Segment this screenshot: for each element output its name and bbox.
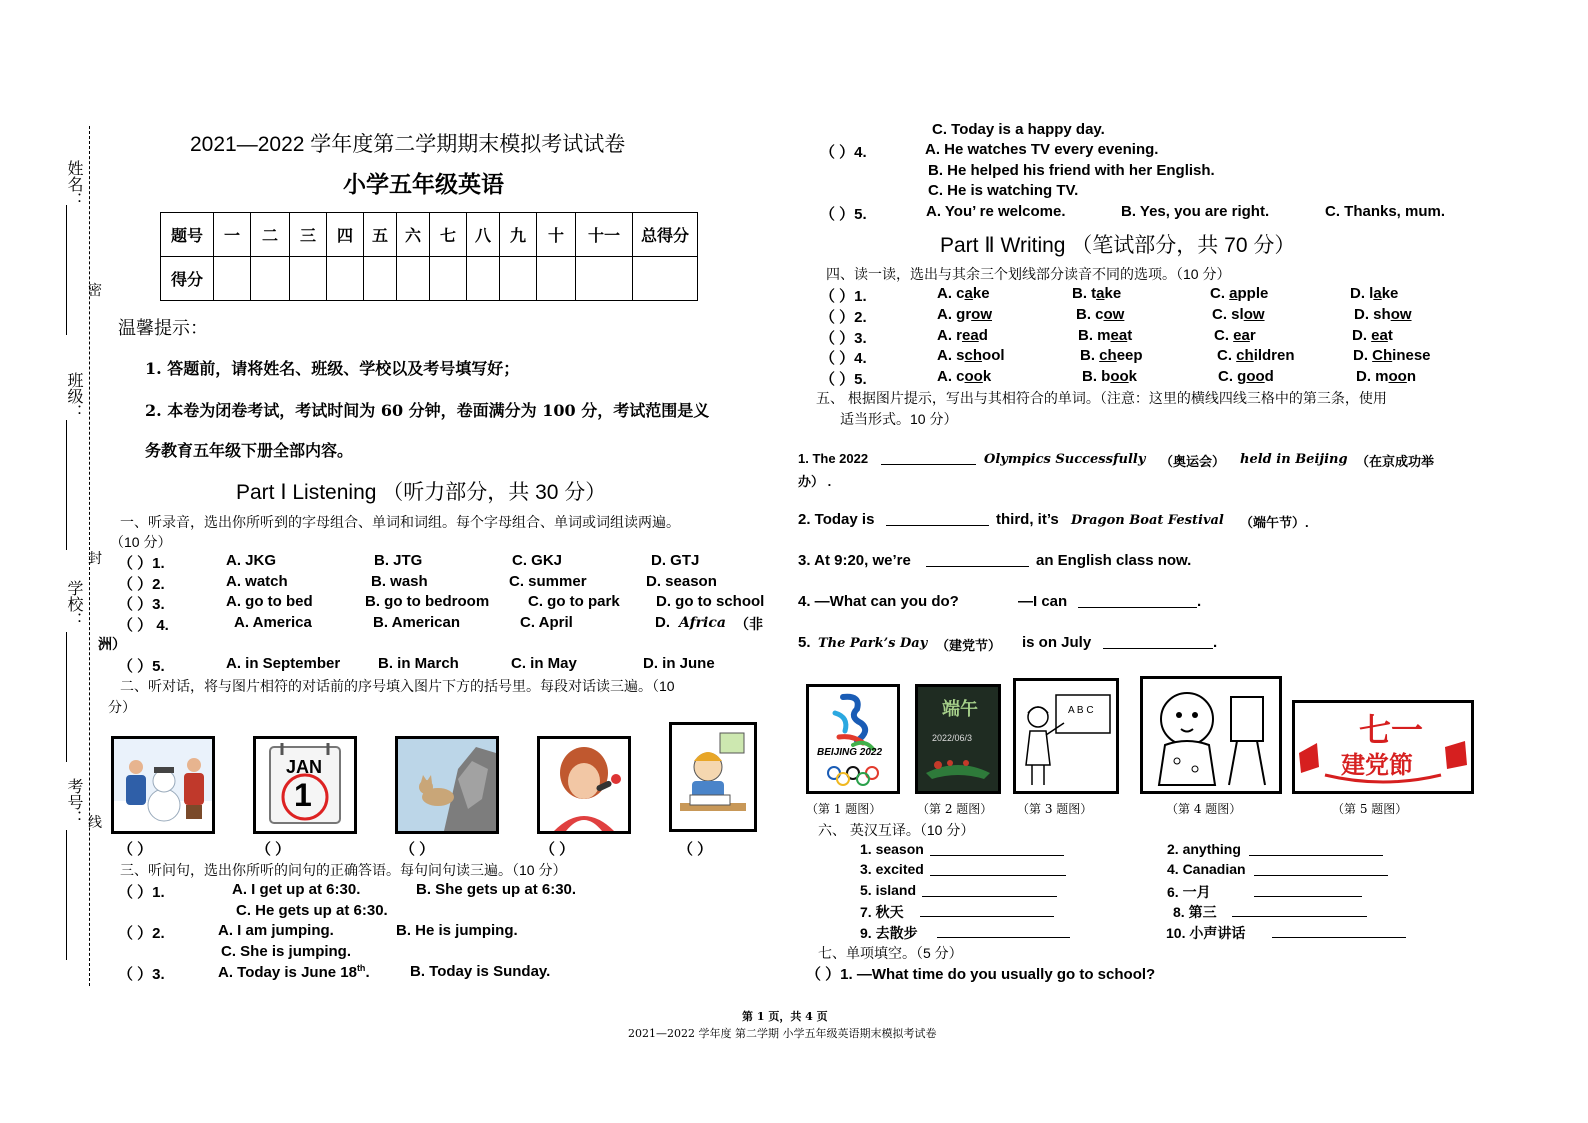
s5-q1-italic: Olympics Successfully	[984, 452, 1146, 467]
s3-q1-option-a: A. I get up at 6:30.	[232, 881, 361, 898]
s6-item-7-label: 7. 秋天	[860, 904, 904, 920]
s1-q4-option-d-cn: （非	[735, 616, 763, 632]
score-cell: 总得分	[633, 213, 698, 257]
picture-caption-1: （第 1 题图）	[806, 802, 882, 816]
part1-title: Part Ⅰ Listening （听力部分，共 30 分）	[236, 481, 607, 504]
s4-q2-option-a: A. grow	[937, 306, 993, 323]
s4-q5-option-d: D. moon	[1356, 368, 1417, 385]
s4-q1-option-b: B. take	[1072, 285, 1122, 302]
section2-heading: 二、听对话，将与图片相符的对话前的序号填入图片下方的括号里。每段对话读三遍。（10	[120, 678, 675, 694]
picture-answer-paren-2[interactable]: （ ）	[256, 841, 291, 858]
s5-q3-blank[interactable]	[926, 554, 1029, 567]
picture-climbing-cat	[395, 736, 499, 834]
s6-item-3-label: 3. excited	[860, 861, 924, 877]
class-field[interactable]	[66, 420, 68, 550]
score-input[interactable]	[251, 257, 290, 301]
s5-q2-mid: third, it’s	[996, 511, 1059, 528]
s5-q1-cn-3: 办） .	[798, 474, 832, 489]
s5-q3-prefix: 3. At 9:20, we’re	[798, 552, 911, 569]
s5-q4-prefix: 4. —What can you do?	[798, 593, 959, 610]
s4-q4-option-c: C. children	[1217, 347, 1295, 364]
score-cell: 九	[500, 213, 537, 257]
score-cell: 四	[327, 213, 364, 257]
footer-line: 2021—2022 学年度 第二学期 小学五年级英语期末模拟考试卷	[628, 1027, 937, 1040]
s1-q5-option-d: D. in June	[643, 655, 715, 672]
s1-q1-option-a: A. JKG	[226, 552, 277, 569]
s3-q3-number[interactable]: （ ）3.	[118, 966, 165, 983]
s4-q5-option-c: C. good	[1218, 368, 1274, 385]
s5-q5-post: .	[1213, 634, 1218, 651]
s6-item-9-blank[interactable]	[937, 925, 1070, 938]
score-input[interactable]	[397, 257, 430, 301]
s1-q2-option-c: C. summer	[509, 573, 587, 590]
s1-q4-option-c: C. April	[520, 614, 573, 631]
section5-heading: 五、 根据图片提示，写出与其相符合的单词。（注意：这里的横线四线三格中的第三条，使用	[816, 390, 1387, 406]
s1-q5-option-c: C. in May	[511, 655, 577, 672]
s3-q1-option-b: B. She gets up at 6:30.	[416, 881, 577, 898]
exam-subtitle: 小学五年级英语	[343, 171, 504, 197]
picture-caption-2: （第 2 题图）	[917, 802, 993, 816]
s1-q1-option-b: B. JTG	[374, 552, 423, 569]
s4-q2-number[interactable]: （ ）2.	[820, 309, 867, 326]
score-cell: 八	[467, 213, 500, 257]
s4-q1-option-d: D. lake	[1350, 285, 1399, 302]
beijing-2022-text: BEIJING 2022	[817, 747, 883, 758]
s3-q5-option-b: B. Yes, you are right.	[1121, 203, 1270, 220]
score-input[interactable]	[214, 257, 251, 301]
s3-q2-option-b: B. He is jumping.	[396, 922, 518, 939]
s3-q4-option-b: B. He helped his friend with her English.	[928, 162, 1215, 179]
picture-party-day	[1292, 700, 1474, 794]
s3-q4-option-c: C. He is watching TV.	[928, 182, 1079, 199]
s3-q3-option-b: B. Today is Sunday.	[410, 963, 551, 980]
s1-q4-option-d-letter: D.	[655, 614, 670, 631]
s4-q2-option-c: C. slow	[1212, 306, 1265, 323]
s5-q2-italic: Dragon Boat Festival	[1071, 513, 1224, 528]
s3-q4-option-a: A. He watches TV every evening.	[925, 141, 1159, 158]
s6-item-4-label: 4. Canadian	[1167, 861, 1246, 877]
picture-girl-singing	[537, 736, 631, 834]
tip-item-1: 1. 答题前，请将姓名、班级、学校以及考号填写好；	[145, 359, 520, 378]
s3-q3-option-c: C. Today is a happy day.	[932, 121, 1105, 138]
tip-item-2: 2. 本卷为闭卷考试，考试时间为 60 分钟，卷面满分为 100 分，考试范围是义	[145, 401, 710, 420]
s1-q5-option-a: A. in September	[226, 655, 341, 672]
party-day-line2: 建党節	[1341, 750, 1413, 779]
s4-q3-option-d: D. eat	[1352, 327, 1393, 344]
s1-q2-option-a: A. watch	[226, 573, 288, 590]
s5-q4-post: .	[1197, 593, 1202, 610]
score-cell: 一	[214, 213, 251, 257]
s1-q2-number[interactable]: （ ）2.	[118, 576, 165, 593]
picture-caption-5: （第 5 题图）	[1332, 802, 1408, 816]
s4-q2-option-b: B. cow	[1076, 306, 1125, 323]
s1-q2-option-b: B. wash	[371, 573, 428, 590]
picture-answer-paren-5[interactable]: （ ）	[678, 841, 713, 858]
picture-boy-reading	[669, 722, 757, 832]
s3-q3-option-a: A. Today is June 18th.	[218, 963, 370, 981]
section1-heading: 一、听录音，选出你所听到的字母组合、单词和词组。每个字母组合、单词或词组读两遍。	[120, 514, 680, 530]
s4-q1-option-a: A. cake	[937, 285, 990, 302]
score-cell: 二	[251, 213, 290, 257]
score-cell: 十	[537, 213, 576, 257]
s6-item-8-label: 8. 第三	[1173, 904, 1217, 920]
s5-q5-mid: is on July	[1022, 634, 1092, 651]
s6-item-6-blank[interactable]	[1254, 884, 1362, 897]
s5-q1-prefix: 1. The 2022	[798, 451, 869, 466]
score-table-header-row	[161, 213, 698, 257]
school-label: 学校：	[65, 580, 82, 628]
s1-q5-option-b: B. in March	[378, 655, 459, 672]
s6-item-9-label: 9. 去散步	[860, 925, 918, 941]
s5-q5-italic: The Park’s Day	[818, 636, 928, 651]
s4-q3-option-b: B. meat	[1078, 327, 1133, 344]
s3-q2-option-c: C. She is jumping.	[221, 943, 352, 960]
calendar-month: JAN	[286, 757, 323, 777]
part2-title: Part Ⅱ Writing （笔试部分，共 70 分）	[940, 234, 1296, 257]
s3-q4-number[interactable]: （ ）4.	[820, 144, 867, 161]
s3-q2-number[interactable]: （ ）2.	[118, 925, 165, 942]
score-cell: 六	[397, 213, 430, 257]
score-input[interactable]	[327, 257, 364, 301]
score-input[interactable]	[576, 257, 633, 301]
s6-item-5-label: 5. island	[860, 882, 917, 898]
picture-girl-painting	[1140, 676, 1282, 794]
s5-q5-blank[interactable]	[1103, 636, 1213, 649]
exam-no-label: 考号：	[65, 778, 82, 826]
s6-item-2-blank[interactable]	[1249, 843, 1383, 856]
score-cell: 七	[430, 213, 467, 257]
seal-char-2: 封	[88, 550, 102, 566]
score-cell: 十一	[576, 213, 633, 257]
s3-q5-option-a: A. You’ re welcome.	[926, 203, 1066, 220]
s4-q2-option-d: D. show	[1354, 306, 1412, 323]
dragon-boat-text: 端午	[942, 699, 978, 719]
s4-q4-option-b: B. cheep	[1080, 347, 1143, 364]
s1-q3-option-a: A. go to bed	[226, 593, 313, 610]
name-field[interactable]	[66, 205, 68, 335]
s6-item-10-label: 10. 小声讲话	[1166, 925, 1246, 941]
score-input[interactable]	[364, 257, 397, 301]
s1-q4-number[interactable]: （ ） 4.	[118, 617, 169, 634]
s3-q1-option-c: C. He gets up at 6:30.	[236, 902, 388, 919]
s5-q4-mid: —I can	[1018, 593, 1068, 610]
s4-q5-option-a: A. cook	[937, 368, 992, 385]
s6-item-10-blank[interactable]	[1272, 925, 1406, 938]
party-day-line1: 七一	[1359, 711, 1424, 749]
s4-q5-option-b: B. book	[1082, 368, 1138, 385]
s4-q3-number[interactable]: （ ）3.	[820, 330, 867, 347]
s5-q1-blank[interactable]	[881, 452, 976, 465]
s6-item-7-blank[interactable]	[920, 904, 1054, 917]
s6-item-1-label: 1. season	[860, 841, 924, 857]
score-input[interactable]	[467, 257, 500, 301]
calendar-day: 1	[294, 777, 312, 813]
s6-item-4-blank[interactable]	[1254, 863, 1388, 876]
school-field[interactable]	[66, 632, 68, 762]
dragon-boat-date: 2022/06/3	[932, 733, 973, 743]
s1-q2-option-d: D. season	[646, 573, 717, 590]
tips-heading: 温馨提示：	[118, 318, 208, 339]
section5-heading-cont: 适当形式。10 分）	[840, 411, 958, 427]
s4-q5-number[interactable]: （ ）5.	[820, 371, 867, 388]
score-table-score-row	[161, 257, 698, 301]
score-input[interactable]	[430, 257, 467, 301]
picture-answer-paren-4[interactable]: （ ）	[540, 841, 575, 858]
score-input[interactable]	[500, 257, 537, 301]
score-input[interactable]	[537, 257, 576, 301]
name-label: 姓名：	[65, 160, 82, 208]
s3-q5-option-c: C. Thanks, mum.	[1325, 203, 1446, 220]
seal-char-1: 密	[88, 282, 102, 298]
s4-q4-number[interactable]: （ ）4.	[820, 350, 867, 367]
score-table	[160, 212, 698, 301]
picture-caption-3: （第 3 题图）	[1017, 802, 1093, 816]
s6-item-5-blank[interactable]	[922, 884, 1057, 897]
s5-q2-blank[interactable]	[886, 513, 989, 526]
score-cell: 五	[364, 213, 397, 257]
picture-snowman	[111, 736, 215, 834]
s7-q1[interactable]: （ ）1. —What time do you usually go to school?	[806, 966, 1156, 983]
s4-q1-number[interactable]: （ ）1.	[820, 288, 867, 305]
s4-q1-option-c: C. apple	[1210, 285, 1269, 302]
s6-item-6-label: 6. 一月	[1167, 884, 1211, 900]
tip-item-2-cont: 务教育五年级下册全部内容。	[145, 441, 354, 460]
score-input[interactable]	[633, 257, 698, 301]
s4-q3-option-a: A. read	[937, 327, 988, 344]
section1-points: （10 分）	[110, 534, 172, 550]
s5-q5-cn: （建党节）	[936, 638, 1002, 653]
picture-teacher-abc	[1013, 678, 1119, 794]
exam-no-field[interactable]	[66, 830, 68, 960]
class-label: 班级：	[65, 372, 82, 420]
s1-q3-number[interactable]: （ ）3.	[118, 596, 165, 613]
picture-answer-paren-3[interactable]: （ ）	[400, 841, 435, 858]
s1-q1-option-c: C. GKJ	[512, 552, 563, 569]
s4-q3-option-c: C. ear	[1214, 327, 1256, 344]
s3-q2-option-a: A. I am jumping.	[218, 922, 334, 939]
s1-q3-option-b: B. go to bedroom	[365, 593, 490, 610]
s6-item-2-label: 2. anything	[1167, 841, 1241, 857]
s6-item-1-blank[interactable]	[930, 843, 1064, 856]
s1-q3-option-c: C. go to park	[528, 593, 620, 610]
picture-calendar	[253, 736, 357, 834]
s5-q4-blank[interactable]	[1078, 595, 1197, 608]
teacher-board-text: A B C	[1068, 705, 1094, 716]
page-number: 第 1 页，共 4 页	[742, 1010, 828, 1023]
section7-heading: 七、单项填空。（5 分）	[818, 945, 963, 961]
section3-heading: 三、听问句，选出你所听的问句的正确答语。每句问句读三遍。（10 分）	[120, 862, 567, 878]
seal-char-3: 线	[88, 814, 102, 830]
s6-item-8-blank[interactable]	[1232, 904, 1367, 917]
picture-beijing-2022	[806, 684, 900, 794]
score-cell: 三	[290, 213, 327, 257]
s1-q4-option-d-cn-cont: 洲）	[98, 636, 126, 652]
s1-q1-number[interactable]: （ ）1.	[118, 555, 165, 572]
s4-q4-option-d: D. Chinese	[1353, 347, 1431, 364]
s1-q4-option-d-word: Africa	[679, 615, 726, 631]
s5-q2-prefix: 2. Today is	[798, 511, 875, 528]
exam-title: 2021—2022 学年度第二学期期末模拟考试试卷	[190, 133, 626, 156]
s1-q1-option-d: D. GTJ	[651, 552, 700, 569]
score-cell: 得分	[161, 257, 214, 301]
s5-q1-cn-2: （在京成功举	[1356, 454, 1435, 469]
s3-q5-number[interactable]: （ ）5.	[820, 206, 867, 223]
s5-q1-cn: （奥运会）	[1160, 454, 1226, 469]
s6-item-3-blank[interactable]	[930, 863, 1066, 876]
s1-q4-option-b: B. American	[373, 614, 460, 631]
score-cell: 题号	[161, 213, 214, 257]
s1-q5-number[interactable]: （ ）5.	[118, 658, 165, 675]
s4-q4-option-a: A. school	[937, 347, 1005, 364]
s3-q1-number[interactable]: （ ）1.	[118, 884, 165, 901]
s5-q1-italic-2: held in Beijing	[1240, 452, 1348, 467]
section4-heading: 四、读一读，选出与其余三个划线部分读音不同的选项。（10 分）	[826, 266, 1231, 282]
section2-points: 分）	[108, 699, 136, 715]
s5-q2-cn: （端午节）.	[1240, 515, 1309, 530]
s1-q3-option-d: D. go to school	[656, 593, 765, 610]
s5-q3-post: an English class now.	[1036, 552, 1192, 569]
s1-q4-option-a: A. America	[234, 614, 312, 631]
picture-caption-4: （第 4 题图）	[1166, 802, 1242, 816]
picture-answer-paren-1[interactable]: （ ）	[118, 841, 153, 858]
picture-dragon-boat	[915, 684, 1001, 794]
score-input[interactable]	[290, 257, 327, 301]
section6-heading: 六、 英汉互译。（10 分）	[818, 822, 975, 838]
